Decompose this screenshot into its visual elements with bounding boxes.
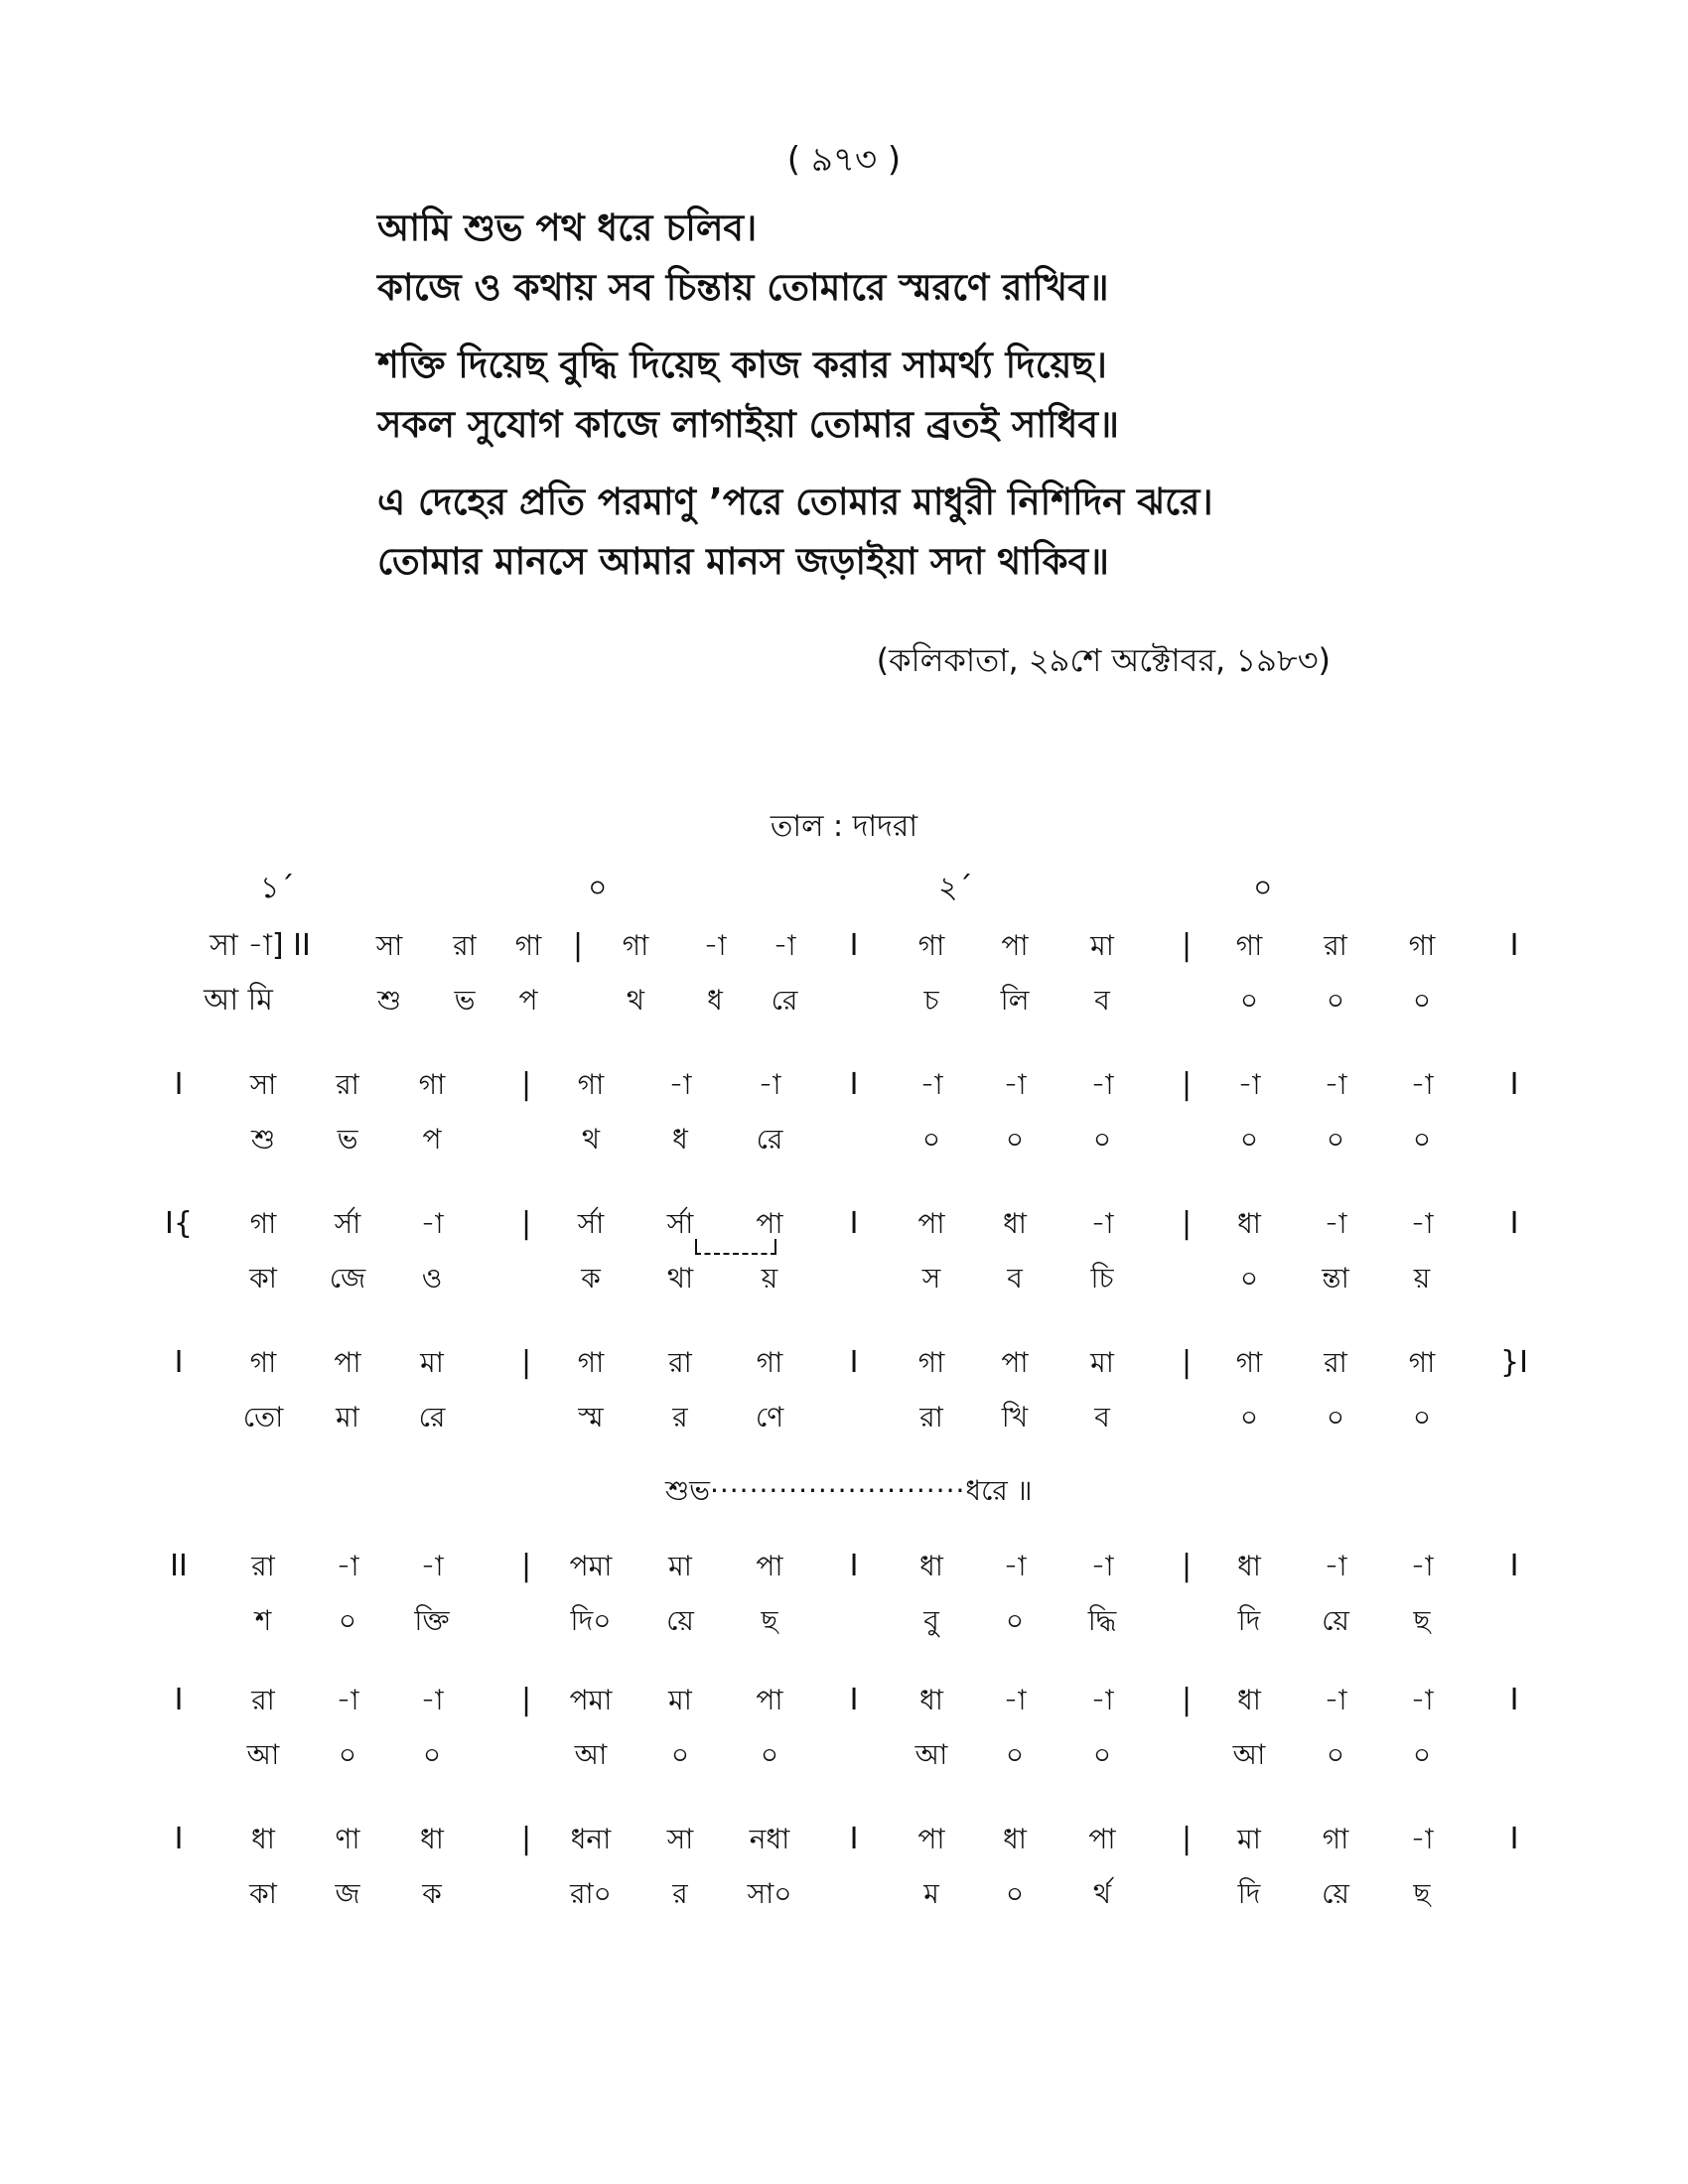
bani-cell: ০ bbox=[1412, 1401, 1432, 1433]
bar-line-major: I bbox=[849, 1206, 859, 1241]
beat-mark: ০ bbox=[588, 871, 608, 905]
bani-cell: ০ bbox=[1239, 1262, 1259, 1295]
swar-cell: মা bbox=[668, 1550, 692, 1582]
bani-cell: ০ bbox=[1239, 1123, 1259, 1156]
swar-cell: ধা bbox=[420, 1823, 444, 1855]
swar-cell: পা bbox=[1088, 1823, 1116, 1855]
bani-cell: কা bbox=[249, 1877, 277, 1910]
row-lead: সা -া] II bbox=[210, 928, 311, 963]
swar-cell: গা bbox=[1235, 929, 1263, 962]
bani-cell: শ bbox=[254, 1604, 272, 1637]
stanza bbox=[377, 473, 1370, 592]
beat-mark: ২´ bbox=[938, 871, 973, 905]
swar-cell: গা bbox=[1322, 1823, 1349, 1855]
swar-cell: -া bbox=[668, 1068, 692, 1101]
bani-cell: ক bbox=[581, 1262, 601, 1295]
swar-cell: -া bbox=[1090, 1684, 1114, 1716]
bani-cell: ০ bbox=[1092, 1738, 1112, 1771]
bar-open: I bbox=[174, 1067, 184, 1102]
bani-cell: তো bbox=[242, 1401, 284, 1433]
bani-row bbox=[0, 1117, 1688, 1166]
bani-cell: ০ bbox=[338, 1738, 357, 1771]
swar-cell: গা bbox=[1408, 1346, 1436, 1379]
bani-cell: ণে bbox=[755, 1401, 784, 1433]
bani-cell: ০ bbox=[1239, 984, 1259, 1017]
bar-close: I bbox=[1509, 1683, 1519, 1717]
bani-cell: দ্ধি bbox=[1087, 1604, 1117, 1637]
bani-cell: ছ bbox=[1413, 1877, 1431, 1910]
bani-cell: প bbox=[422, 1123, 442, 1156]
stanza bbox=[377, 199, 1370, 318]
swar-cell: মা bbox=[1237, 1823, 1261, 1855]
bani-cell: ০ bbox=[1412, 984, 1432, 1017]
bar-open: I{ bbox=[165, 1206, 193, 1241]
bani-cell: থ bbox=[626, 984, 645, 1017]
bani-cell: ০ bbox=[1412, 1123, 1432, 1156]
bani-cell: র bbox=[672, 1877, 688, 1910]
bani-cell: ব bbox=[1007, 1262, 1023, 1295]
bani-cell: ০ bbox=[1005, 1604, 1025, 1637]
bani-cell: ০ bbox=[760, 1738, 779, 1771]
swar-cell: -া bbox=[1090, 1550, 1114, 1582]
bar-close: I bbox=[1509, 928, 1519, 963]
bani-cell: দি০ bbox=[570, 1604, 612, 1637]
bani-cell: শু bbox=[250, 1123, 276, 1156]
bani-cell: ০ bbox=[1326, 1123, 1345, 1156]
bani-cell: ভ bbox=[454, 984, 476, 1017]
swar-cell: ধা bbox=[251, 1823, 275, 1855]
bani-cell: ক bbox=[422, 1877, 442, 1910]
swar-cell: ধা bbox=[919, 1684, 943, 1716]
bani-cell: র bbox=[672, 1401, 688, 1433]
beat-mark: ০ bbox=[1253, 871, 1273, 905]
swar-cell: রা bbox=[1324, 929, 1347, 962]
bar-line: | bbox=[520, 1067, 532, 1102]
bani-cell: য় bbox=[761, 1262, 778, 1295]
bani-cell: ও bbox=[421, 1262, 443, 1295]
swar-cell: -া bbox=[773, 929, 796, 962]
swar-cell: ণা bbox=[335, 1823, 360, 1855]
lyric-line: তোমার মানসে আমার মানস জড়াইয়া সদা থাকিব॥ bbox=[377, 540, 1109, 583]
bani-cell: ০ bbox=[1092, 1123, 1112, 1156]
swar-row bbox=[0, 923, 1688, 973]
swar-cell: -া bbox=[1410, 1550, 1434, 1582]
bani-cell: লি bbox=[1000, 984, 1030, 1017]
bani-cell: ০ bbox=[1239, 1401, 1259, 1433]
bani-cell: ০ bbox=[338, 1604, 357, 1637]
swar-cell: ধা bbox=[1237, 1207, 1261, 1240]
swar-cell: পা bbox=[917, 1823, 945, 1855]
bar-close: I bbox=[1509, 1206, 1519, 1241]
bar-close: I bbox=[1509, 1549, 1519, 1583]
swar-cell: রা bbox=[453, 929, 477, 962]
swar-cell: ধা bbox=[1237, 1684, 1261, 1716]
bani-cell: ০ bbox=[1326, 984, 1345, 1017]
bani-cell: চ bbox=[923, 984, 939, 1017]
swar-cell: -া bbox=[1003, 1684, 1027, 1716]
bani-cell: প bbox=[518, 984, 538, 1017]
swar-cell: -া bbox=[1410, 1823, 1434, 1855]
swar-cell: -া bbox=[919, 1068, 943, 1101]
bani-cell: রা bbox=[919, 1401, 943, 1433]
bani-cell: ম bbox=[923, 1877, 939, 1910]
bar-line: | bbox=[520, 1345, 532, 1380]
swar-cell: গা bbox=[418, 1068, 446, 1101]
refrain-start: শুভ bbox=[665, 1474, 710, 1507]
bani-cell: চি bbox=[1090, 1262, 1114, 1295]
bar-line: | bbox=[520, 1822, 532, 1856]
swar-cell: রা bbox=[1324, 1346, 1347, 1379]
swar-cell: পমা bbox=[569, 1684, 613, 1716]
bani-cell: দি bbox=[1237, 1877, 1261, 1910]
bani-cell: রা০ bbox=[570, 1877, 612, 1910]
bani-cell: ০ bbox=[1326, 1738, 1345, 1771]
swar-cell: -া bbox=[1090, 1207, 1114, 1240]
swar-cell: -া bbox=[1410, 1207, 1434, 1240]
lyrics bbox=[377, 199, 1370, 610]
bani-cell: ০ bbox=[422, 1738, 442, 1771]
swar-cell: -া bbox=[758, 1068, 781, 1101]
swar-cell: র্সা bbox=[334, 1207, 361, 1240]
bar-close: }I bbox=[1500, 1345, 1528, 1380]
swar-row bbox=[0, 1817, 1688, 1866]
bani-cell: ০ bbox=[1326, 1401, 1345, 1433]
bani-cell: কা bbox=[249, 1262, 277, 1295]
swar-cell: পা bbox=[756, 1684, 783, 1716]
swar-cell: -া bbox=[420, 1207, 444, 1240]
bani-cell: রে bbox=[418, 1401, 446, 1433]
lyric-line: সকল সুযোগ কাজে লাগাইয়া তোমার ব্রতই সাধিব॥ bbox=[377, 403, 1119, 446]
bani-cell: স bbox=[921, 1262, 941, 1295]
swar-row bbox=[0, 1062, 1688, 1112]
swar-cell: রা bbox=[251, 1684, 275, 1716]
swar-cell: গা bbox=[577, 1346, 605, 1379]
bani-row bbox=[0, 1256, 1688, 1305]
bani-cell: ০ bbox=[670, 1738, 690, 1771]
swar-cell: গা bbox=[1408, 929, 1436, 962]
swar-row bbox=[0, 1678, 1688, 1727]
bani-cell: য় bbox=[1413, 1262, 1431, 1295]
swar-cell: গা bbox=[756, 1346, 783, 1379]
bar-line: | bbox=[1181, 1206, 1193, 1241]
swar-cell: ধনা bbox=[570, 1823, 612, 1855]
refrain-dots: ·························· bbox=[709, 1474, 966, 1507]
bani-cell: থা bbox=[666, 1262, 694, 1295]
bani-row bbox=[0, 1732, 1688, 1782]
bani-cell: মা bbox=[336, 1401, 359, 1433]
bani-cell: ক্তি bbox=[414, 1604, 450, 1637]
bani-cell: রে bbox=[756, 1123, 783, 1156]
bar-line: | bbox=[520, 1683, 532, 1717]
bar-line-major: I bbox=[849, 1822, 859, 1856]
date-line: (কলিকাতা, ২৯শে অক্টোবর, ১৯৮৩) bbox=[876, 641, 1331, 679]
bani-cell: ০ bbox=[1412, 1738, 1432, 1771]
swar-cell: গা bbox=[1235, 1346, 1263, 1379]
swar-row bbox=[0, 1201, 1688, 1251]
refrain-end: ধরে ॥ bbox=[965, 1474, 1033, 1507]
swar-cell: গা bbox=[622, 929, 649, 962]
swar-cell: পা bbox=[1001, 1346, 1029, 1379]
bani-cell: র্থ bbox=[1092, 1877, 1112, 1910]
bani-cell: ০ bbox=[1005, 1123, 1025, 1156]
bani-row bbox=[0, 978, 1688, 1027]
swar-cell: -া bbox=[703, 929, 727, 962]
swar-row bbox=[0, 1340, 1688, 1390]
swar-cell: -া bbox=[1324, 1550, 1347, 1582]
bani-cell: ছ bbox=[761, 1604, 778, 1637]
swar-cell: -া bbox=[1324, 1207, 1347, 1240]
swar-cell: মা bbox=[668, 1684, 692, 1716]
swar-cell: পা bbox=[917, 1207, 945, 1240]
bar-line: | bbox=[572, 928, 584, 963]
bani-cell: জে bbox=[329, 1262, 366, 1295]
bar-open: I bbox=[174, 1683, 184, 1717]
lyric-line: শক্তি দিয়েছ বুদ্ধি দিয়েছ কাজ করার সামর্থ্য দিয়েছ। bbox=[377, 343, 1107, 386]
swar-cell: -া bbox=[1410, 1684, 1434, 1716]
bani-cell: ধ bbox=[707, 984, 723, 1017]
bani-cell: ন্তা bbox=[1322, 1262, 1349, 1295]
bani-row bbox=[0, 1598, 1688, 1648]
swar-cell: -া bbox=[1003, 1068, 1027, 1101]
swar-cell: মা bbox=[1090, 1346, 1114, 1379]
swar-cell: র্সা bbox=[666, 1207, 694, 1240]
beat-mark: ১´ bbox=[260, 871, 295, 905]
bar-close: I bbox=[1509, 1067, 1519, 1102]
bar-line-major: I bbox=[849, 1683, 859, 1717]
bar-open: I bbox=[174, 1822, 184, 1856]
bar-line: | bbox=[520, 1549, 532, 1583]
bani-cell: ধ bbox=[672, 1123, 688, 1156]
bani-cell: ভ bbox=[337, 1123, 358, 1156]
swar-cell: -া bbox=[1237, 1068, 1261, 1101]
swar-cell: -া bbox=[336, 1684, 359, 1716]
bani-cell: আ bbox=[1232, 1738, 1266, 1771]
bani-cell: ০ bbox=[1005, 1877, 1025, 1910]
swar-cell: নধা bbox=[749, 1823, 790, 1855]
taal-label: তাল : দাদরা bbox=[770, 809, 918, 844]
bani-cell: শু bbox=[376, 984, 402, 1017]
bar-line: | bbox=[1181, 1549, 1193, 1583]
bani-cell: আ bbox=[914, 1738, 948, 1771]
swar-cell: -া bbox=[1324, 1068, 1347, 1101]
lyric-line: এ দেহের প্রতি পরমাণু ’পরে তোমার মাধুরী নিশিদিন ঝরে। bbox=[377, 480, 1213, 523]
swar-cell: -া bbox=[1003, 1550, 1027, 1582]
swar-cell: রা bbox=[336, 1068, 359, 1101]
swar-cell: পমা bbox=[569, 1550, 613, 1582]
swar-cell: গা bbox=[917, 929, 945, 962]
swar-cell: -া bbox=[1324, 1684, 1347, 1716]
swar-cell: গা bbox=[249, 1346, 277, 1379]
bani-cell: দি bbox=[1237, 1604, 1261, 1637]
swar-cell: সা bbox=[249, 1068, 277, 1101]
bani-cell: য়ে bbox=[1322, 1604, 1349, 1637]
swar-cell: পা bbox=[756, 1550, 783, 1582]
swar-cell: গা bbox=[249, 1207, 277, 1240]
bani-cell: স্ম bbox=[578, 1401, 604, 1433]
swar-cell: মা bbox=[420, 1346, 444, 1379]
swar-cell: পা bbox=[334, 1346, 361, 1379]
swar-cell: মা bbox=[1090, 929, 1114, 962]
bani-cell: বু bbox=[923, 1604, 939, 1637]
swar-cell: -া bbox=[420, 1550, 444, 1582]
bar-line: | bbox=[1181, 928, 1193, 963]
stanza bbox=[377, 336, 1370, 455]
bani-cell: সা০ bbox=[747, 1877, 792, 1910]
swar-cell: গা bbox=[514, 929, 542, 962]
swar-cell: সা bbox=[666, 1823, 694, 1855]
bar-line: | bbox=[1181, 1067, 1193, 1102]
bar-line-major: I bbox=[849, 928, 859, 963]
page-number: ( ৯৭৩ ) bbox=[786, 140, 902, 180]
swar-cell: পা bbox=[756, 1207, 783, 1240]
bar-line: | bbox=[1181, 1822, 1193, 1856]
row-lead: আ মি bbox=[204, 983, 273, 1018]
swar-cell: গা bbox=[917, 1346, 945, 1379]
swar-cell: ধা bbox=[919, 1550, 943, 1582]
swar-cell: ধা bbox=[1237, 1550, 1261, 1582]
bani-cell: য়ে bbox=[666, 1604, 694, 1637]
lyric-line: কাজে ও কথায় সব চিন্তায় তোমারে স্মরণে রাখিব॥ bbox=[377, 266, 1109, 309]
bani-cell: জ bbox=[335, 1877, 360, 1910]
bani-cell: ব bbox=[1094, 984, 1110, 1017]
swar-cell: -া bbox=[1090, 1068, 1114, 1101]
bar-line: | bbox=[1181, 1683, 1193, 1717]
swar-cell: রা bbox=[251, 1550, 275, 1582]
bani-cell: ০ bbox=[921, 1123, 941, 1156]
swar-cell: সা bbox=[375, 929, 403, 962]
swar-cell: -া bbox=[336, 1550, 359, 1582]
bani-cell: য়ে bbox=[1322, 1877, 1349, 1910]
bani-cell: ছ bbox=[1413, 1604, 1431, 1637]
swar-row bbox=[0, 1544, 1688, 1593]
bar-line-major: I bbox=[849, 1549, 859, 1583]
bar-line: | bbox=[520, 1206, 532, 1241]
refrain-line bbox=[665, 1469, 1032, 1516]
bar-line-major: I bbox=[849, 1345, 859, 1380]
swar-cell: ধা bbox=[1003, 1207, 1027, 1240]
swar-cell: পা bbox=[1001, 929, 1029, 962]
bar-open: II bbox=[170, 1549, 188, 1583]
bani-row bbox=[0, 1871, 1688, 1921]
swar-cell: র্সা bbox=[577, 1207, 605, 1240]
bani-cell: আ bbox=[246, 1738, 280, 1771]
swar-cell: -া bbox=[1410, 1068, 1434, 1101]
swar-cell: ধা bbox=[1003, 1823, 1027, 1855]
bar-open: I bbox=[174, 1345, 184, 1380]
bani-cell: খি bbox=[1001, 1401, 1029, 1433]
bani-row bbox=[0, 1395, 1688, 1444]
swar-cell: রা bbox=[668, 1346, 692, 1379]
lyric-line: আমি শুভ পথ ধরে চলিব। bbox=[377, 206, 758, 249]
slur-mark bbox=[695, 1239, 776, 1255]
bani-cell: আ bbox=[574, 1738, 608, 1771]
bani-cell: ০ bbox=[1005, 1738, 1025, 1771]
bani-cell: থ bbox=[581, 1123, 601, 1156]
swar-cell: গা bbox=[577, 1068, 605, 1101]
bar-line-major: I bbox=[849, 1067, 859, 1102]
bar-close: I bbox=[1509, 1822, 1519, 1856]
bani-cell: রে bbox=[771, 984, 798, 1017]
bar-line: | bbox=[1181, 1345, 1193, 1380]
swar-cell: -া bbox=[420, 1684, 444, 1716]
bani-cell: ব bbox=[1094, 1401, 1110, 1433]
